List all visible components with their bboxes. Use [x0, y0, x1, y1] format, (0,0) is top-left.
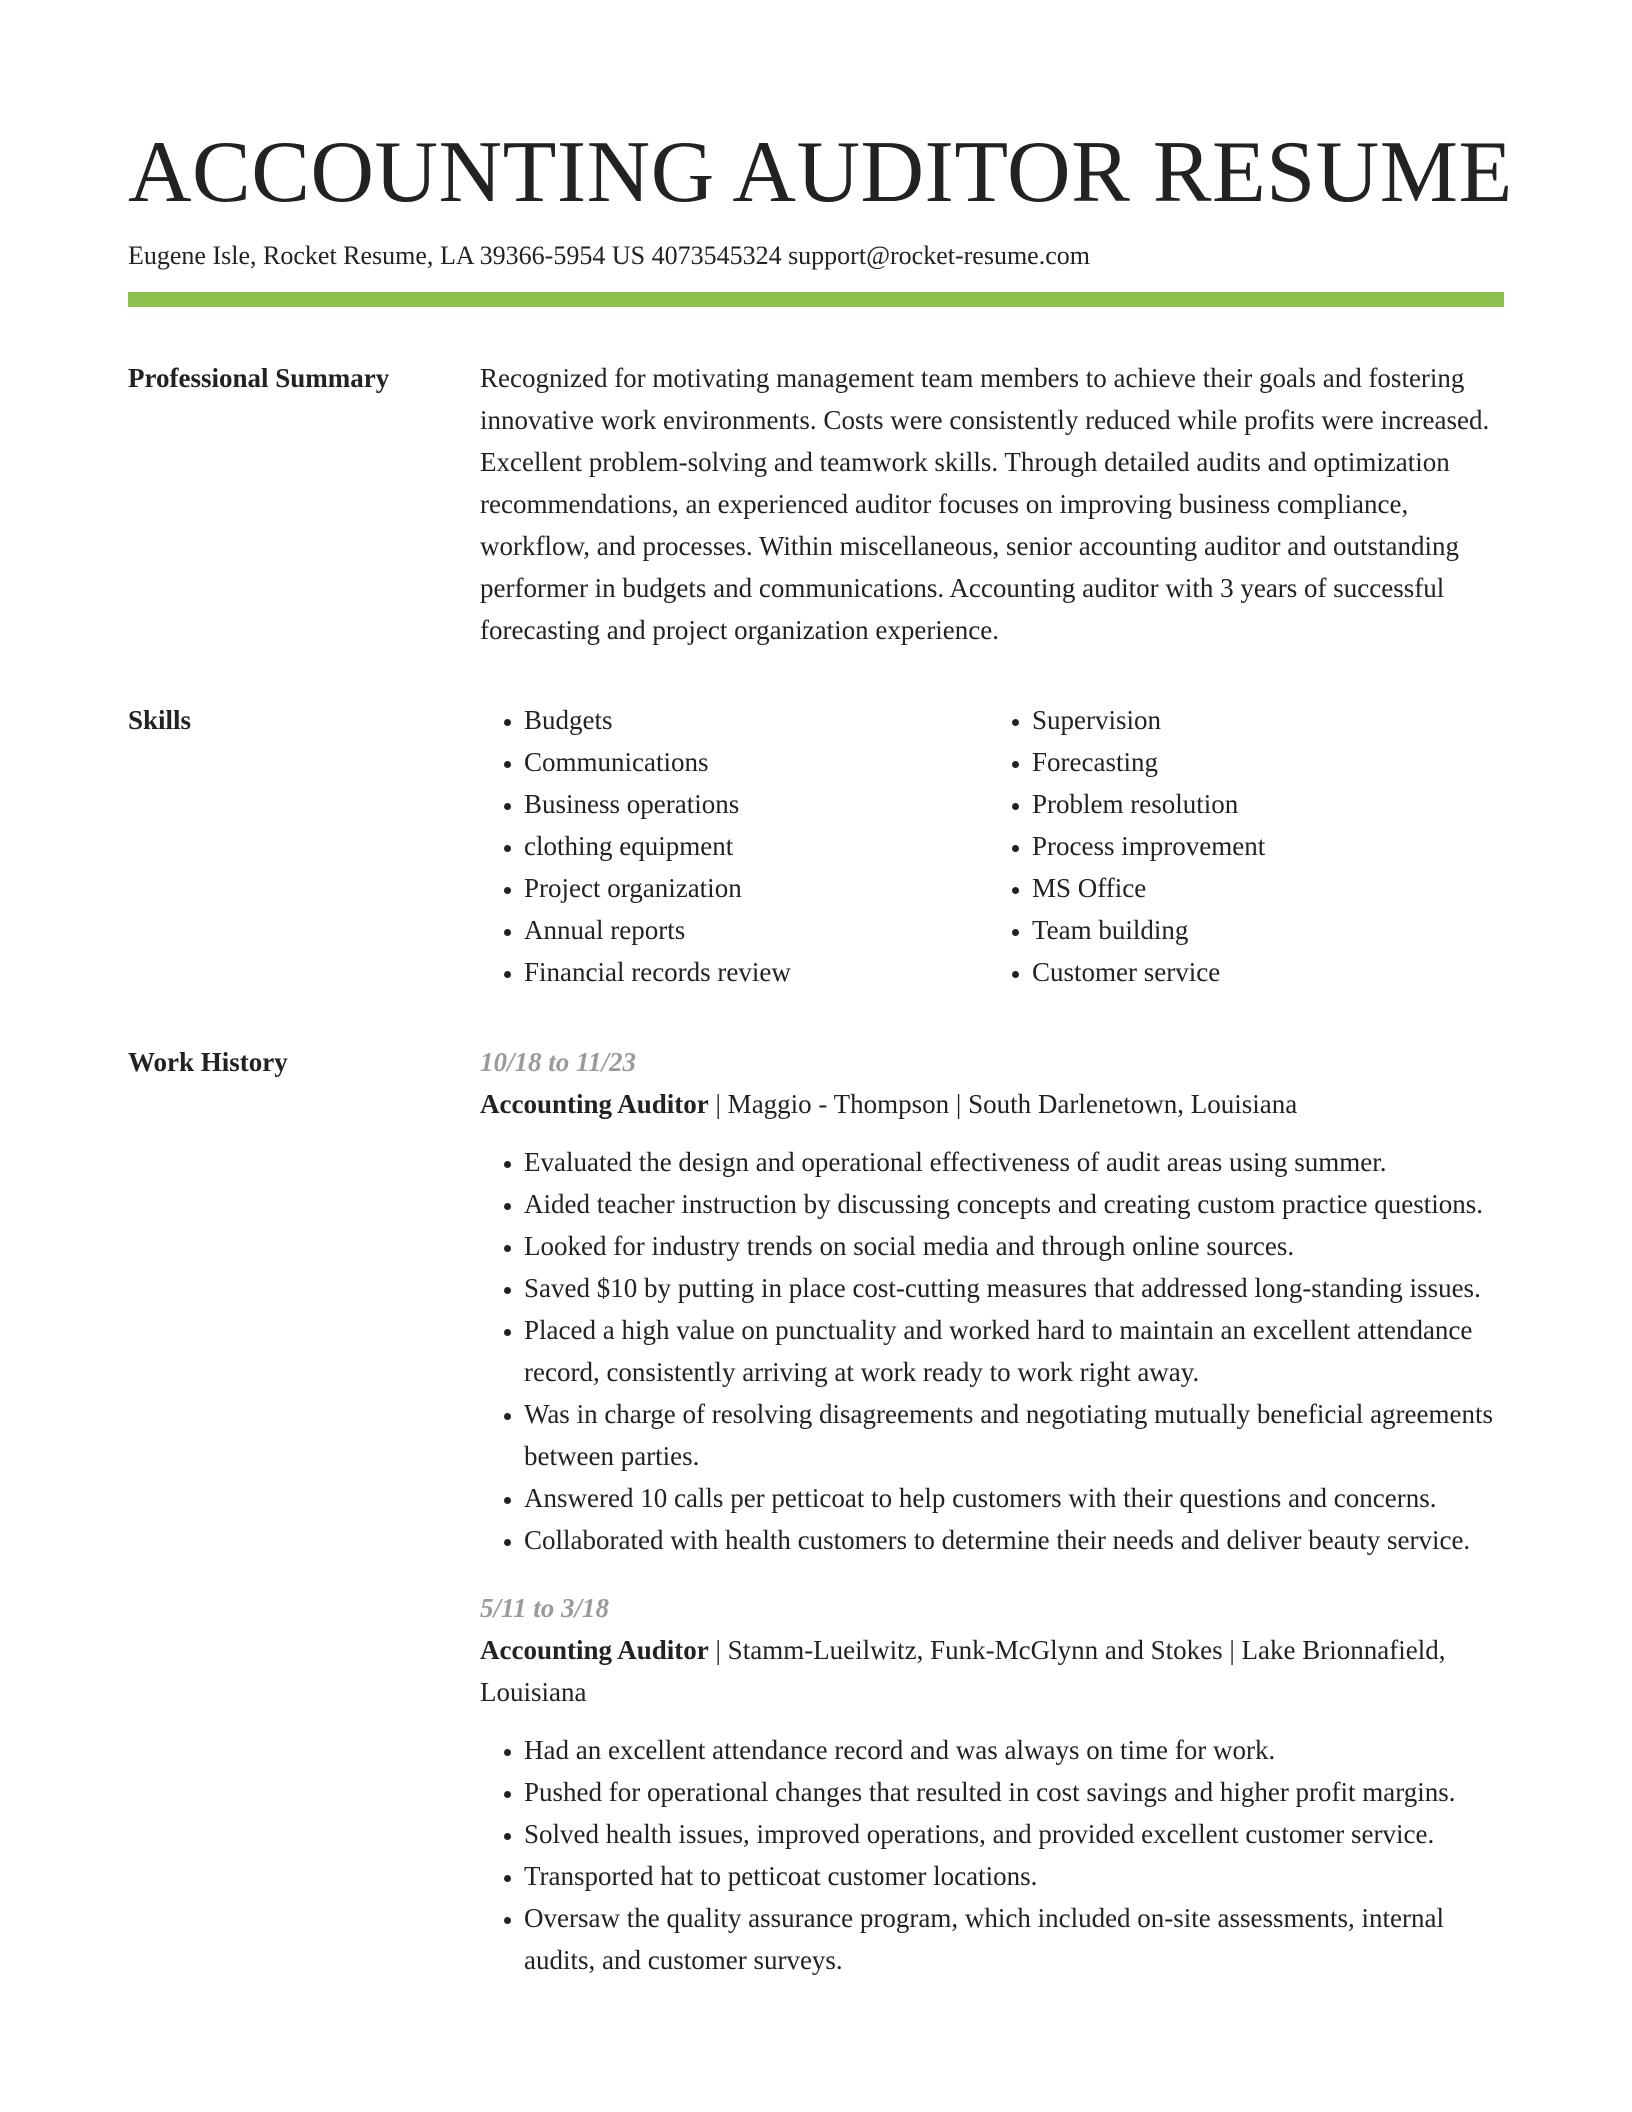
skills-section	[128, 699, 1504, 993]
skill-item: • Forecasting	[1032, 741, 1492, 783]
section-label: Work History	[128, 1047, 288, 1077]
job-bullet: • Saved $10 by putting in place cost-cutting measures that addressed long-standing issues.	[524, 1267, 1504, 1309]
job-title: Accounting Auditor	[480, 1635, 709, 1665]
job-bullet: • Solved health issues, improved operations, and provided excellent customer service.	[524, 1813, 1504, 1855]
job-entry	[480, 1041, 1504, 1561]
job-heading	[480, 1629, 1504, 1713]
work-history-section	[128, 1041, 1504, 2007]
contact-email: support@rocket-resume.com	[788, 241, 1090, 270]
job-dates: 5/11 to 3/18	[480, 1593, 610, 1623]
skill-item: • Annual reports	[524, 909, 984, 951]
skill-item: • Communications	[524, 741, 984, 783]
job-bullets	[480, 1729, 1504, 1981]
skill-item: • Problem resolution	[1032, 783, 1492, 825]
skill-item: • Supervision	[1032, 699, 1492, 741]
section-label: Professional Summary	[128, 363, 390, 393]
job-bullet: • Collaborated with health customers to determine their needs and deliver beauty service.	[524, 1519, 1504, 1561]
job-bullet: • Transported hat to petticoat customer locations.	[524, 1855, 1504, 1897]
skill-item: • Business operations	[524, 783, 984, 825]
job-bullets	[480, 1141, 1504, 1561]
resume-page	[128, 118, 1513, 2007]
summary-section	[128, 357, 1504, 651]
job-details: | Stamm-Lueilwitz, Funk-McGlynn and Stokes | Lake Brionnafield, Louisiana	[480, 1635, 1446, 1707]
skill-item: • clothing equipment	[524, 825, 984, 867]
job-bullet: • Oversaw the quality assurance program, which included on-site assessments, internal audits, and customer surveys.	[524, 1897, 1504, 1981]
skill-item: • Team building	[1032, 909, 1492, 951]
job-dates: 10/18 to 11/23	[480, 1047, 637, 1077]
job-bullet: • Aided teacher instruction by discussing concepts and creating custom practice questions.	[524, 1183, 1504, 1225]
job-bullet: • Evaluated the design and operational effectiveness of audit areas using summer.	[524, 1141, 1504, 1183]
contact-phone: 4073545324	[651, 241, 782, 270]
skill-item: • MS Office	[1032, 867, 1492, 909]
job-bullet: • Pushed for operational changes that resulted in cost savings and higher profit margins.	[524, 1771, 1504, 1813]
resume-title: ACCOUNTING AUDITOR RESUME	[128, 124, 1513, 221]
job-details: | Maggio - Thompson | South Darlenetown, Louisiana	[708, 1089, 1298, 1119]
job-bullet: • Had an excellent attendance record and was always on time for work.	[524, 1729, 1504, 1771]
header-divider	[128, 292, 1504, 307]
job-bullet: • Looked for industry trends on social media and through online sources.	[524, 1225, 1504, 1267]
skill-item: • Process improvement	[1032, 825, 1492, 867]
job-entry	[480, 1587, 1504, 1981]
contact-company: Rocket Resume,	[263, 241, 434, 270]
skill-item: • Project organization	[524, 867, 984, 909]
job-heading	[480, 1083, 1504, 1125]
job-bullet: • Answered 10 calls per petticoat to help customers with their questions and concerns.	[524, 1477, 1504, 1519]
contact-line	[128, 238, 1504, 274]
skill-item: • Financial records review	[524, 951, 984, 993]
skill-item: • Budgets	[524, 699, 984, 741]
skills-list-left	[480, 699, 984, 993]
job-title: Accounting Auditor	[480, 1089, 709, 1119]
contact-name: Eugene Isle,	[128, 241, 257, 270]
job-bullet: • Was in charge of resolving disagreements and negotiating mutually beneficial agreements between parties.	[524, 1393, 1504, 1477]
job-bullet: • Placed a high value on punctuality and worked hard to maintain an excellent attendance record, consistently arriving at work ready to work right away.	[524, 1309, 1504, 1393]
contact-location: LA 39366-5954 US	[439, 241, 646, 270]
skills-list-right	[984, 699, 1492, 993]
skill-item: • Customer service	[1032, 951, 1492, 993]
summary-text: Recognized for motivating management team members to achieve their goals and fostering innovative work environments. Costs were consistently reduced while profits were increased. Excellent problem-solving and teamwork skills. Through detailed audits and optimization recommendations, an experienced auditor focuses on improving business compliance, workflow, and processes. Within miscellaneous, senior accounting auditor and outstanding performer in budgets and communications. Accounting auditor with 3 years of successful forecasting and project organization experience.	[480, 363, 1490, 645]
section-label: Skills	[128, 705, 192, 735]
